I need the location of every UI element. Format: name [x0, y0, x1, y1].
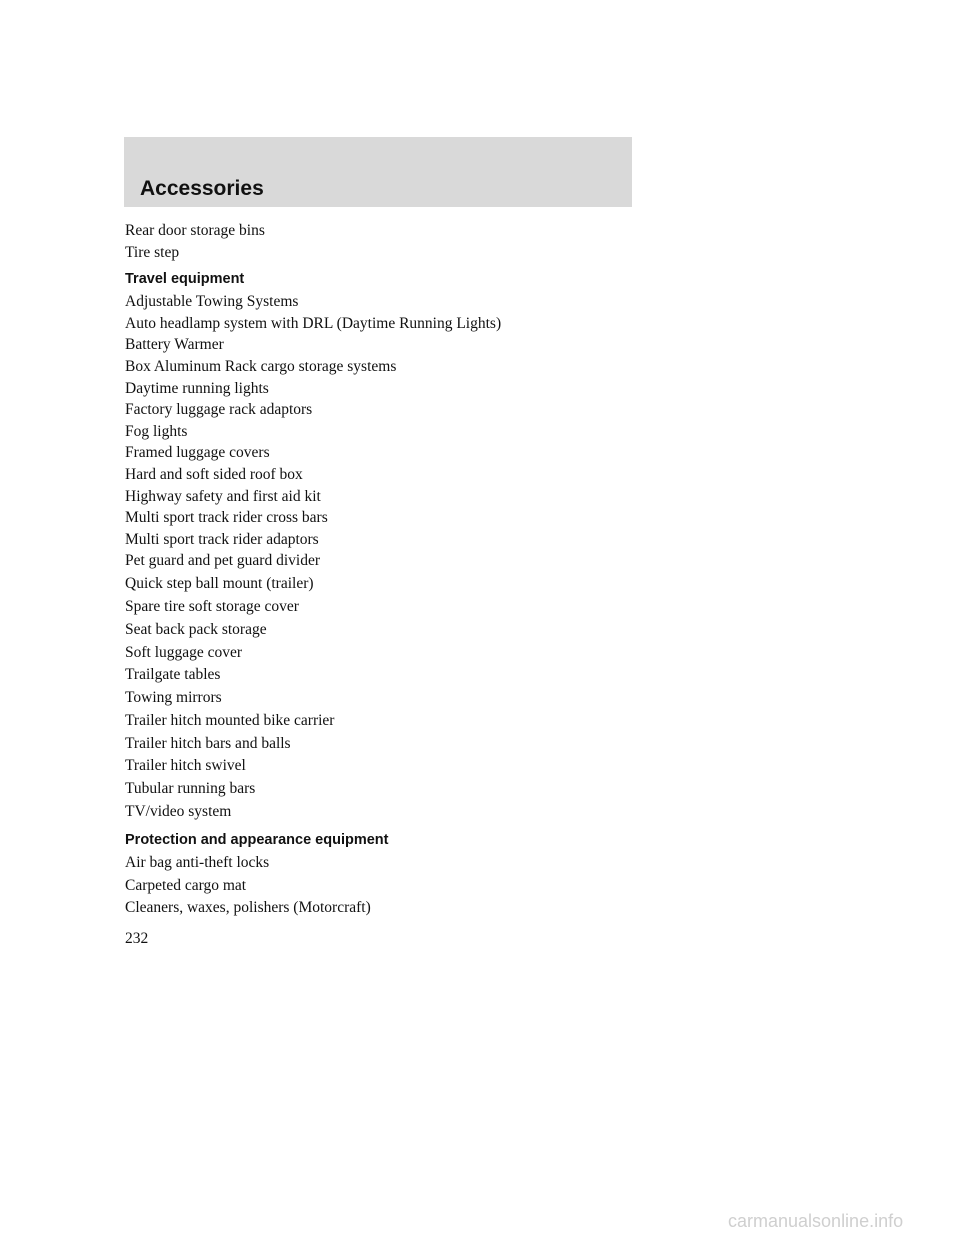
- watermark: carmanualsonline.info: [728, 1211, 904, 1231]
- list-item: Trailgate tables: [125, 666, 221, 684]
- list-item: Pet guard and pet guard divider: [125, 552, 320, 570]
- list-item: Box Aluminum Rack cargo storage systems: [125, 357, 397, 375]
- list-item: Trailer hitch bars and balls: [125, 734, 291, 752]
- list-item: Fog lights: [125, 422, 188, 440]
- section-header-band: [124, 137, 632, 207]
- list-item: Hard and soft sided roof box: [125, 465, 303, 483]
- list-item: Daytime running lights: [125, 379, 269, 397]
- list-item: Highway safety and first aid kit: [125, 487, 321, 505]
- list-item: Adjustable Towing Systems: [125, 293, 299, 311]
- protection-equipment-heading: Protection and appearance equipment: [125, 831, 389, 848]
- list-item: Air bag anti-theft locks: [125, 853, 270, 871]
- travel-equipment-heading: Travel equipment: [125, 271, 245, 288]
- list-item: Factory luggage rack adaptors: [125, 401, 313, 419]
- list-item: Multi sport track rider adaptors: [125, 530, 319, 548]
- list-item: Tire step: [125, 243, 180, 261]
- list-item: Carpeted cargo mat: [125, 876, 247, 894]
- list-item: Tubular running bars: [125, 780, 256, 798]
- list-item: Cleaners, waxes, polishers (Motorcraft): [125, 899, 371, 917]
- list-item: Seat back pack storage: [125, 620, 267, 638]
- list-item: Soft luggage cover: [125, 643, 243, 661]
- list-item: Battery Warmer: [125, 336, 224, 354]
- list-item: Towing mirrors: [125, 689, 222, 707]
- list-item: Multi sport track rider cross bars: [125, 509, 328, 527]
- list-item: Quick step ball mount (trailer): [125, 575, 314, 593]
- list-item: TV/video system: [125, 803, 232, 821]
- list-item: Trailer hitch mounted bike carrier: [125, 711, 335, 729]
- list-item: Rear door storage bins: [125, 222, 265, 239]
- page-number: 232: [125, 930, 149, 947]
- section-title: Accessories: [140, 177, 264, 200]
- accessories-list: [125, 220, 645, 920]
- list-item: Framed luggage covers: [125, 444, 270, 462]
- list-item: Spare tire soft storage cover: [125, 597, 299, 615]
- list-item: Trailer hitch swivel: [125, 757, 246, 775]
- list-item: Auto headlamp system with DRL (Daytime Running Lights): [125, 314, 502, 332]
